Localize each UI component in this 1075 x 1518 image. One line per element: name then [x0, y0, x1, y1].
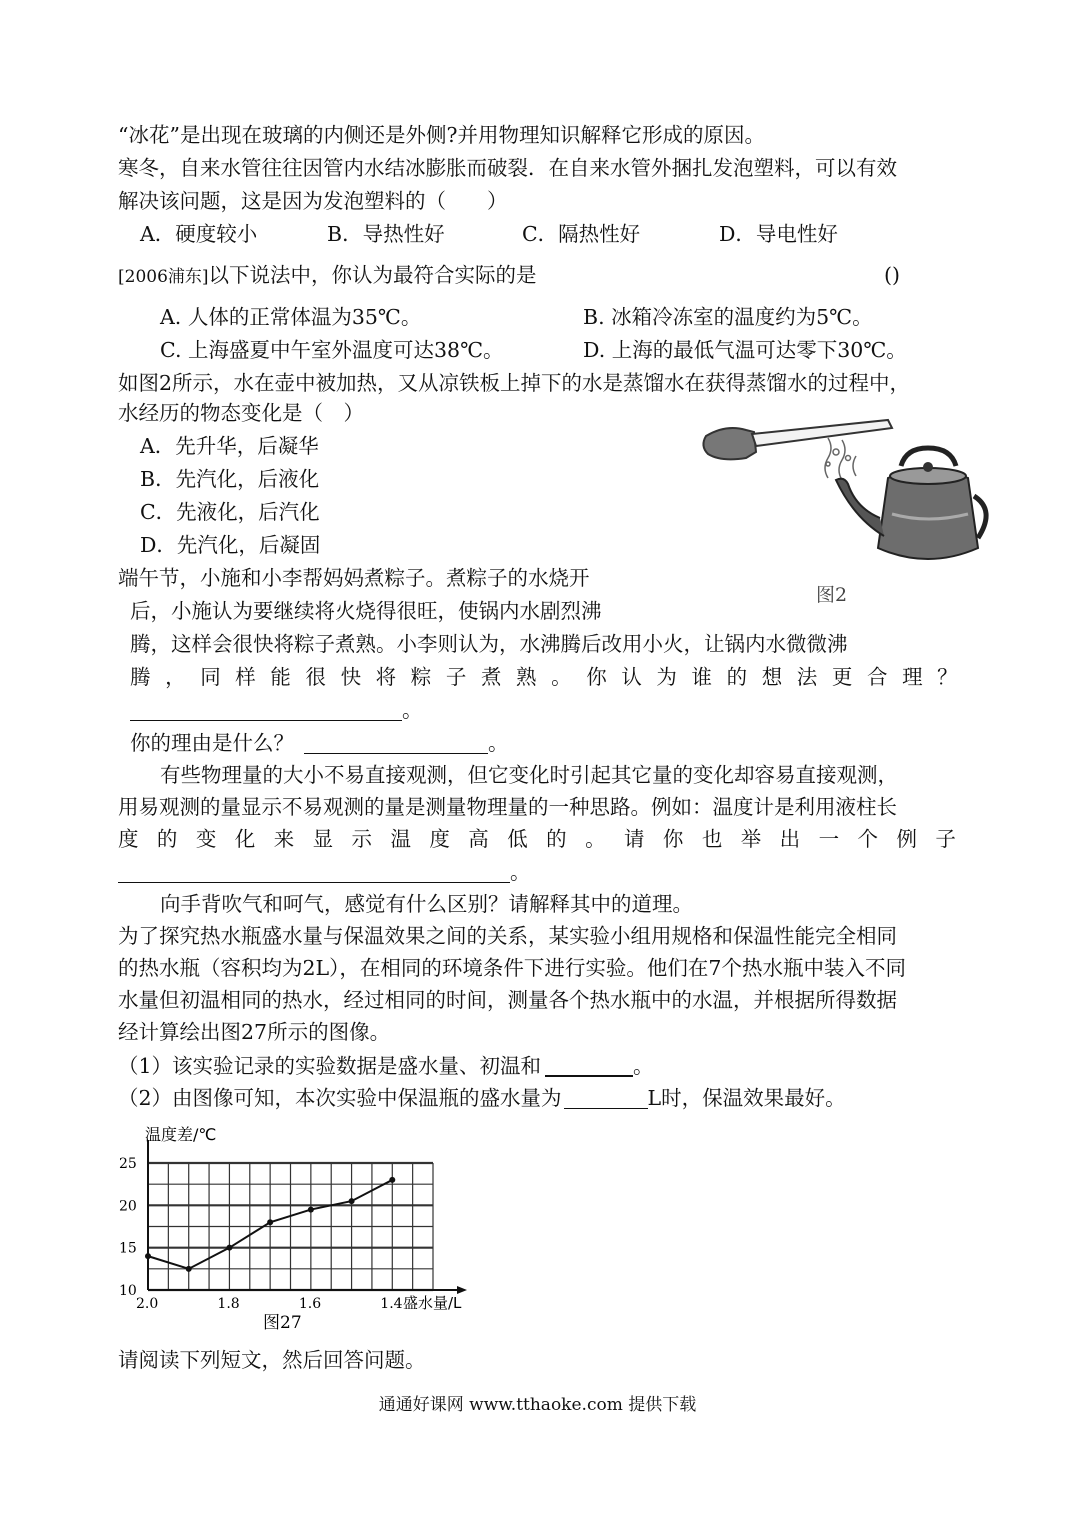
- sub-question-text: （2）由图像可知，本次实验中保温瓶的盛水量为: [118, 1086, 562, 1110]
- char: 想: [761, 665, 783, 689]
- text-line: 端午节，小施和小李帮妈妈煮粽子。煮粽子的水烧开: [118, 566, 590, 590]
- y-tick-label: 20: [119, 1198, 137, 1215]
- char: 子: [445, 665, 467, 689]
- sub-question-text: L时，保温效果最好。: [647, 1086, 846, 1110]
- char: 低: [507, 827, 528, 851]
- text-line: 经计算绘出图27所示的图像。: [118, 1020, 391, 1044]
- char: 很: [305, 665, 326, 689]
- char: 更: [831, 665, 853, 689]
- kettle-icon: [696, 418, 996, 588]
- option-b: B．导热性好: [327, 222, 445, 246]
- char: 一: [818, 827, 840, 851]
- period: 。: [488, 731, 509, 755]
- text-line: 寒冬，自来水管往往因管内水结冰膨胀而破裂．在自来水管外捆扎发泡塑料，可以有效: [118, 156, 897, 180]
- reason-line: [130, 728, 509, 758]
- text-line: “冰花”是出现在玻璃的内侧还是外侧?并用物理知识解释它形成的原因。: [118, 123, 765, 147]
- data-point: [349, 1198, 355, 1204]
- char: 将: [375, 665, 397, 689]
- x-tick-label: 1.6: [298, 1296, 322, 1312]
- char: 度: [118, 827, 139, 851]
- period: 。: [510, 860, 531, 884]
- y-axis-label: 温度差/℃: [145, 1125, 217, 1144]
- char: 认: [621, 665, 642, 689]
- text-line: 的热水瓶（容积均为2L），在相同的环境条件下进行实验。他们在7个热水瓶中装入不同: [118, 956, 906, 980]
- data-point: [389, 1177, 395, 1183]
- footer: 通通好课网 www.tthaoke.com 提供下载: [378, 1395, 697, 1415]
- char: 你: [586, 665, 607, 689]
- char: 例: [896, 827, 917, 851]
- text-line: 后，小施认为要继续将火烧得很旺，使锅内水剧烈沸: [130, 599, 602, 623]
- figure-caption: 图2: [816, 584, 848, 606]
- x-axis-arrow: [457, 1286, 467, 1294]
- option-d: D. 上海的最低气温可达零下30℃。: [583, 338, 907, 362]
- x-tick-label: 2.0: [136, 1296, 159, 1312]
- char: 能: [270, 665, 291, 689]
- char: 的: [156, 827, 178, 851]
- sub-question-2: [118, 1083, 846, 1113]
- char: 出: [779, 827, 801, 851]
- period: 。: [402, 698, 423, 722]
- char: 。: [551, 665, 572, 689]
- answer-blank[interactable]: [545, 1053, 633, 1077]
- option-d: D．导电性好: [719, 222, 838, 246]
- char: 样: [235, 665, 256, 689]
- option-b: B．先汽化，后液化: [140, 467, 320, 491]
- char: 请: [623, 827, 645, 851]
- data-point: [226, 1245, 232, 1251]
- question-text: 以下说法中，你认为最符合实际的是: [208, 263, 537, 287]
- char: 举: [740, 827, 762, 851]
- reason-label: 你的理由是什么？: [130, 731, 294, 755]
- char: 同: [200, 665, 221, 689]
- option-d: D．先汽化，后凝固: [140, 533, 321, 557]
- option-b: B. 冰箱冷冻室的温度约为5℃。: [583, 305, 873, 329]
- char: 变: [195, 827, 217, 851]
- text-line: 如图2所示，水在壶中被加热，又从凉铁板上掉下的水是蒸馏水在获得蒸馏水的过程中，: [118, 371, 911, 395]
- period: 。: [633, 1054, 654, 1078]
- x-tick-label: 1.8: [217, 1296, 240, 1312]
- justified-line: [130, 662, 958, 692]
- justified-line: [118, 824, 956, 854]
- x-tick-label: 1.4: [380, 1296, 403, 1312]
- char: 你: [662, 827, 684, 851]
- char: 高: [468, 827, 489, 851]
- question-pudong: [118, 260, 537, 292]
- option-c: C．先液化，后汽化: [140, 500, 320, 524]
- answer-blank[interactable]: [564, 1086, 648, 1109]
- chart-title: 图27: [263, 1313, 302, 1333]
- option-a: A．先升华，后凝华: [140, 434, 319, 458]
- char: ？: [937, 665, 958, 689]
- answer-line: [130, 695, 423, 725]
- data-point: [186, 1266, 192, 1272]
- text-line: 向手背吹气和呵气，感觉有什么区别？请解释其中的道理。: [160, 892, 693, 916]
- char: 快: [340, 665, 362, 689]
- kettle-figure: [696, 418, 996, 608]
- option-a: A．硬度较小: [140, 222, 258, 246]
- char: 也: [701, 827, 723, 851]
- text-line: 解决该问题，这是因为发泡塑料的（ ）: [118, 189, 508, 213]
- char: 来: [273, 827, 295, 851]
- char: 法: [796, 665, 818, 689]
- x-axis-label: 盛水量/L: [403, 1294, 462, 1312]
- text-line: 为了探究热水瓶盛水量与保温效果之间的关系，某实验小组用规格和保温性能完全相同: [118, 924, 897, 948]
- char: 温: [390, 827, 411, 851]
- y-tick-label: 15: [119, 1240, 137, 1257]
- option-c: C．隔热性好: [522, 222, 641, 246]
- example-blank[interactable]: [118, 860, 510, 883]
- char: 度: [429, 827, 450, 851]
- char: 粽: [410, 665, 432, 689]
- char: 显: [312, 827, 334, 851]
- data-point: [145, 1253, 151, 1259]
- y-tick-label: 25: [119, 1156, 137, 1172]
- char: 合: [866, 665, 888, 689]
- char: 化: [234, 827, 256, 851]
- answer-line: [118, 857, 531, 887]
- char: 示: [351, 827, 373, 851]
- option-c: C. 上海盛夏中午室外温度可达38℃。: [160, 338, 504, 362]
- text-line: 有些物理量的大小不易直接观测，但它变化时引起其它量的变化却容易直接观测，: [160, 763, 898, 787]
- answer-paren: (): [884, 263, 900, 287]
- answer-blank[interactable]: [130, 698, 402, 721]
- char: 子: [935, 827, 956, 851]
- char: 为: [656, 665, 677, 689]
- option-a: A. 人体的正常体温为35℃。: [160, 305, 422, 329]
- char: 谁: [691, 665, 712, 689]
- source-tag: [2006浦东]: [118, 267, 209, 287]
- y-tick-label: 10: [119, 1283, 137, 1299]
- char: 腾: [130, 665, 151, 689]
- char: 个: [857, 827, 879, 851]
- char: ，: [165, 665, 186, 689]
- text-line: 用易观测的量显示不易观测的量是测量物理量的一种思路。例如：温度计是利用液柱长: [118, 795, 897, 819]
- data-point: [308, 1207, 314, 1213]
- char: 的: [726, 665, 748, 689]
- closing-line: 请阅读下列短文，然后回答问题。: [118, 1348, 426, 1372]
- char: 煮: [480, 665, 502, 689]
- data-point: [267, 1219, 273, 1225]
- char: 的: [546, 827, 567, 851]
- chart-27: [115, 1120, 485, 1340]
- text-line: 水经历的物态变化是（ ）: [118, 401, 364, 425]
- reason-blank[interactable]: [304, 731, 488, 754]
- text-line: 水量但初温相同的热水，经过相同的时间，测量各个热水瓶中的水温，并根据所得数据: [118, 988, 897, 1012]
- char: 理: [902, 665, 923, 689]
- sub-question-1: [118, 1051, 654, 1081]
- sub-question-text: （1）该实验记录的实验数据是盛水量、初温和: [118, 1054, 542, 1078]
- char: 。: [585, 827, 606, 851]
- char: 熟: [516, 665, 537, 689]
- text-line: 腾，这样会很快将粽子煮熟。小李则认为，水沸腾后改用小火，让锅内水微微沸: [130, 632, 848, 656]
